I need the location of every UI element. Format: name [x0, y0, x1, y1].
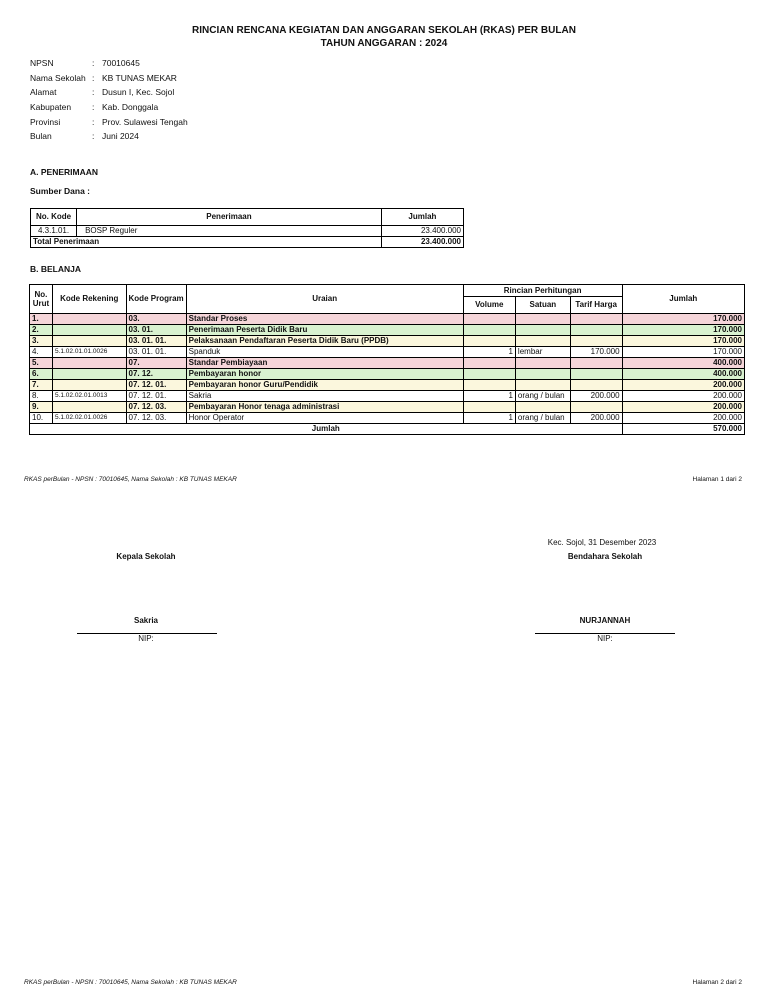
cell-jumlah: 23.400.000 [381, 226, 463, 237]
cell-jumlah: 200.000 [622, 402, 744, 413]
header-tarif: Tarif Harga [570, 297, 622, 314]
cell-volume [463, 402, 515, 413]
cell-uraian: Pembayaran Honor tenaga administrasi [186, 402, 463, 413]
header-kode-program: Kode Program [126, 285, 186, 314]
cell-jumlah: 170.000 [622, 336, 744, 347]
cell-no: 1. [30, 314, 53, 325]
header-jumlah: Jumlah [622, 285, 744, 314]
info-value: Juni 2024 [102, 131, 139, 142]
header-jumlah: Jumlah [381, 209, 463, 226]
cell-no: 10. [30, 413, 53, 424]
cell-satuan: orang / bulan [515, 391, 570, 402]
info-row [30, 73, 188, 88]
cell-uraian: Penerimaan Peserta Didik Baru [186, 325, 463, 336]
cell-no: 2. [30, 325, 53, 336]
cell-kode-rekening [52, 369, 126, 380]
left-signer-title: Kepala Sekolah [116, 552, 176, 561]
cell-volume [463, 336, 515, 347]
total-label: Jumlah [30, 424, 623, 435]
info-label: Kabupaten [30, 102, 72, 113]
cell-kode-program: 07. 12. 01. [126, 380, 186, 391]
cell-tarif: 200.000 [570, 391, 622, 402]
cell-satuan: orang / bulan [515, 413, 570, 424]
cell-satuan [515, 336, 570, 347]
table-row [30, 380, 745, 391]
cell-satuan [515, 358, 570, 369]
cell-kode-program: 03. [126, 314, 186, 325]
cell-kode-rekening [52, 314, 126, 325]
total-value: 570.000 [622, 424, 744, 435]
cell-kode-program: 03. 01. 01. [126, 347, 186, 358]
cell-no: 3. [30, 336, 53, 347]
cell-jumlah: 170.000 [622, 325, 744, 336]
cell-kode-rekening [52, 358, 126, 369]
info-row [30, 102, 188, 117]
total-label: Total Penerimaan [31, 237, 382, 248]
right-signer-title: Bendahara Sekolah [567, 552, 643, 561]
header-kode: No. Kode [31, 209, 77, 226]
right-signer-nip: NIP: [597, 634, 613, 643]
penerimaan-heading: A. PENERIMAAN [30, 167, 99, 177]
cell-tarif [570, 380, 622, 391]
cell-jumlah: 400.000 [622, 369, 744, 380]
cell-tarif: 200.000 [570, 413, 622, 424]
footer-page: Halaman 1 dari 2 [692, 476, 742, 483]
cell-uraian: Spanduk [186, 347, 463, 358]
left-signer-name: Sakria [133, 616, 159, 625]
cell-no: 4. [30, 347, 53, 358]
header-kode-rekening: Kode Rekening [52, 285, 126, 314]
cell-no: 8. [30, 391, 53, 402]
table-row [30, 325, 745, 336]
info-value: KB TUNAS MEKAR [102, 72, 177, 83]
cell-tarif [570, 325, 622, 336]
cell-satuan [515, 369, 570, 380]
cell-volume [463, 325, 515, 336]
cell-no: 7. [30, 380, 53, 391]
cell-volume: 1 [463, 347, 515, 358]
cell-kode-rekening [52, 336, 126, 347]
document-subtitle: TAHUN ANGGARAN : 2024 [320, 38, 448, 49]
cell-kode-rekening [52, 380, 126, 391]
cell-uraian: Pembayaran honor Guru/Pendidik [186, 380, 463, 391]
cell-tarif [570, 314, 622, 325]
info-separator: : [92, 87, 95, 98]
info-value: Prov. Sulawesi Tengah [102, 116, 188, 127]
cell-no: 9. [30, 402, 53, 413]
cell-kode: 4.3.1.01. [31, 226, 77, 237]
info-label: Nama Sekolah [30, 72, 86, 83]
cell-kode-program: 03. 01. [126, 325, 186, 336]
cell-volume: 1 [463, 413, 515, 424]
info-value: 70010645 [102, 58, 140, 68]
table-row [30, 358, 745, 369]
info-label: Bulan [30, 131, 52, 142]
cell-kode-program: 07. 12. 03. [126, 402, 186, 413]
info-row [30, 87, 188, 102]
info-label: NPSN [30, 58, 54, 68]
header-no-urut: No. Urut [30, 285, 53, 314]
school-info [30, 58, 188, 146]
cell-tarif [570, 358, 622, 369]
info-label: Provinsi [30, 116, 61, 127]
cell-no: 5. [30, 358, 53, 369]
total-row [30, 424, 745, 435]
cell-jumlah: 200.000 [622, 413, 744, 424]
info-separator: : [92, 58, 95, 68]
cell-kode-rekening: 5.1.02.01.01.0026 [52, 347, 126, 358]
cell-jumlah: 200.000 [622, 380, 744, 391]
table-row [30, 347, 745, 358]
cell-satuan [515, 402, 570, 413]
cell-uraian: Standar Proses [186, 314, 463, 325]
cell-jumlah: 170.000 [622, 347, 744, 358]
footer-left: RKAS perBulan - NPSN : 70010645, Nama Sekolah : KB TUNAS MEKAR [24, 476, 237, 483]
cell-tarif: 170.000 [570, 347, 622, 358]
cell-satuan [515, 314, 570, 325]
cell-uraian: Pembayaran honor [186, 369, 463, 380]
info-row [30, 131, 188, 146]
cell-uraian: Honor Operator [186, 413, 463, 424]
table-header-row [30, 285, 745, 297]
cell-no: 6. [30, 369, 53, 380]
cell-kode-program: 07. 12. [126, 369, 186, 380]
footer-page: Halaman 2 dari 2 [692, 979, 742, 986]
cell-jumlah: 200.000 [622, 391, 744, 402]
cell-volume [463, 358, 515, 369]
cell-satuan [515, 325, 570, 336]
cell-kode-rekening [52, 325, 126, 336]
cell-satuan: lembar [515, 347, 570, 358]
header-volume: Volume [463, 297, 515, 314]
belanja-heading: B. BELANJA [30, 264, 82, 274]
place-date: Kec. Sojol, 31 Desember 2023 [547, 538, 657, 547]
cell-tarif [570, 369, 622, 380]
info-separator: : [92, 131, 95, 142]
cell-satuan [515, 380, 570, 391]
info-row [30, 117, 188, 132]
cell-kode-program: 07. [126, 358, 186, 369]
table-row [31, 226, 464, 237]
cell-uraian: Pelaksanaan Pendaftaran Peserta Didik Baru (PPDB) [186, 336, 463, 347]
info-row [30, 58, 188, 73]
info-value: Dusun I, Kec. Sojol [102, 87, 175, 98]
sumber-dana-label: Sumber Dana : [30, 186, 90, 196]
info-value: Kab. Donggala [102, 102, 159, 113]
cell-volume [463, 380, 515, 391]
footer-left: RKAS perBulan - NPSN : 70010645, Nama Sekolah : KB TUNAS MEKAR [24, 979, 237, 986]
info-separator: : [92, 116, 95, 127]
document-title: RINCIAN RENCANA KEGIATAN DAN ANGGARAN SEKOLAH (RKAS) PER BULAN [192, 25, 576, 36]
cell-kode-rekening: 5.1.02.02.01.0026 [52, 413, 126, 424]
table-row [30, 314, 745, 325]
cell-volume [463, 314, 515, 325]
table-row [30, 336, 745, 347]
cell-penerimaan: BOSP Reguler [77, 226, 382, 237]
cell-volume: 1 [463, 391, 515, 402]
cell-jumlah: 400.000 [622, 358, 744, 369]
header-uraian: Uraian [186, 285, 463, 314]
cell-kode-program: 03. 01. 01. [126, 336, 186, 347]
cell-uraian: Standar Pembiayaan [186, 358, 463, 369]
cell-tarif [570, 402, 622, 413]
header-penerimaan: Penerimaan [77, 209, 382, 226]
info-label: Alamat [30, 87, 57, 98]
cell-tarif [570, 336, 622, 347]
table-row [30, 391, 745, 402]
cell-jumlah: 170.000 [622, 314, 744, 325]
info-separator: : [92, 102, 95, 113]
header-rincian: Rincian Perhitungan [463, 285, 622, 297]
total-row [31, 237, 464, 248]
cell-volume [463, 369, 515, 380]
cell-kode-program: 07. 12. 01. [126, 391, 186, 402]
table-row [30, 413, 745, 424]
info-separator: : [92, 72, 95, 83]
belanja-table [29, 284, 745, 435]
penerimaan-table [30, 208, 464, 248]
table-row [30, 402, 745, 413]
table-row [30, 369, 745, 380]
left-signer-nip: NIP: [138, 634, 154, 643]
cell-uraian: Sakria [186, 391, 463, 402]
cell-kode-rekening: 5.1.02.02.01.0013 [52, 391, 126, 402]
table-header-row [31, 209, 464, 226]
right-signer-name: NURJANNAH [579, 616, 631, 625]
header-satuan: Satuan [515, 297, 570, 314]
cell-kode-program: 07. 12. 03. [126, 413, 186, 424]
cell-kode-rekening [52, 402, 126, 413]
total-value: 23.400.000 [381, 237, 463, 248]
